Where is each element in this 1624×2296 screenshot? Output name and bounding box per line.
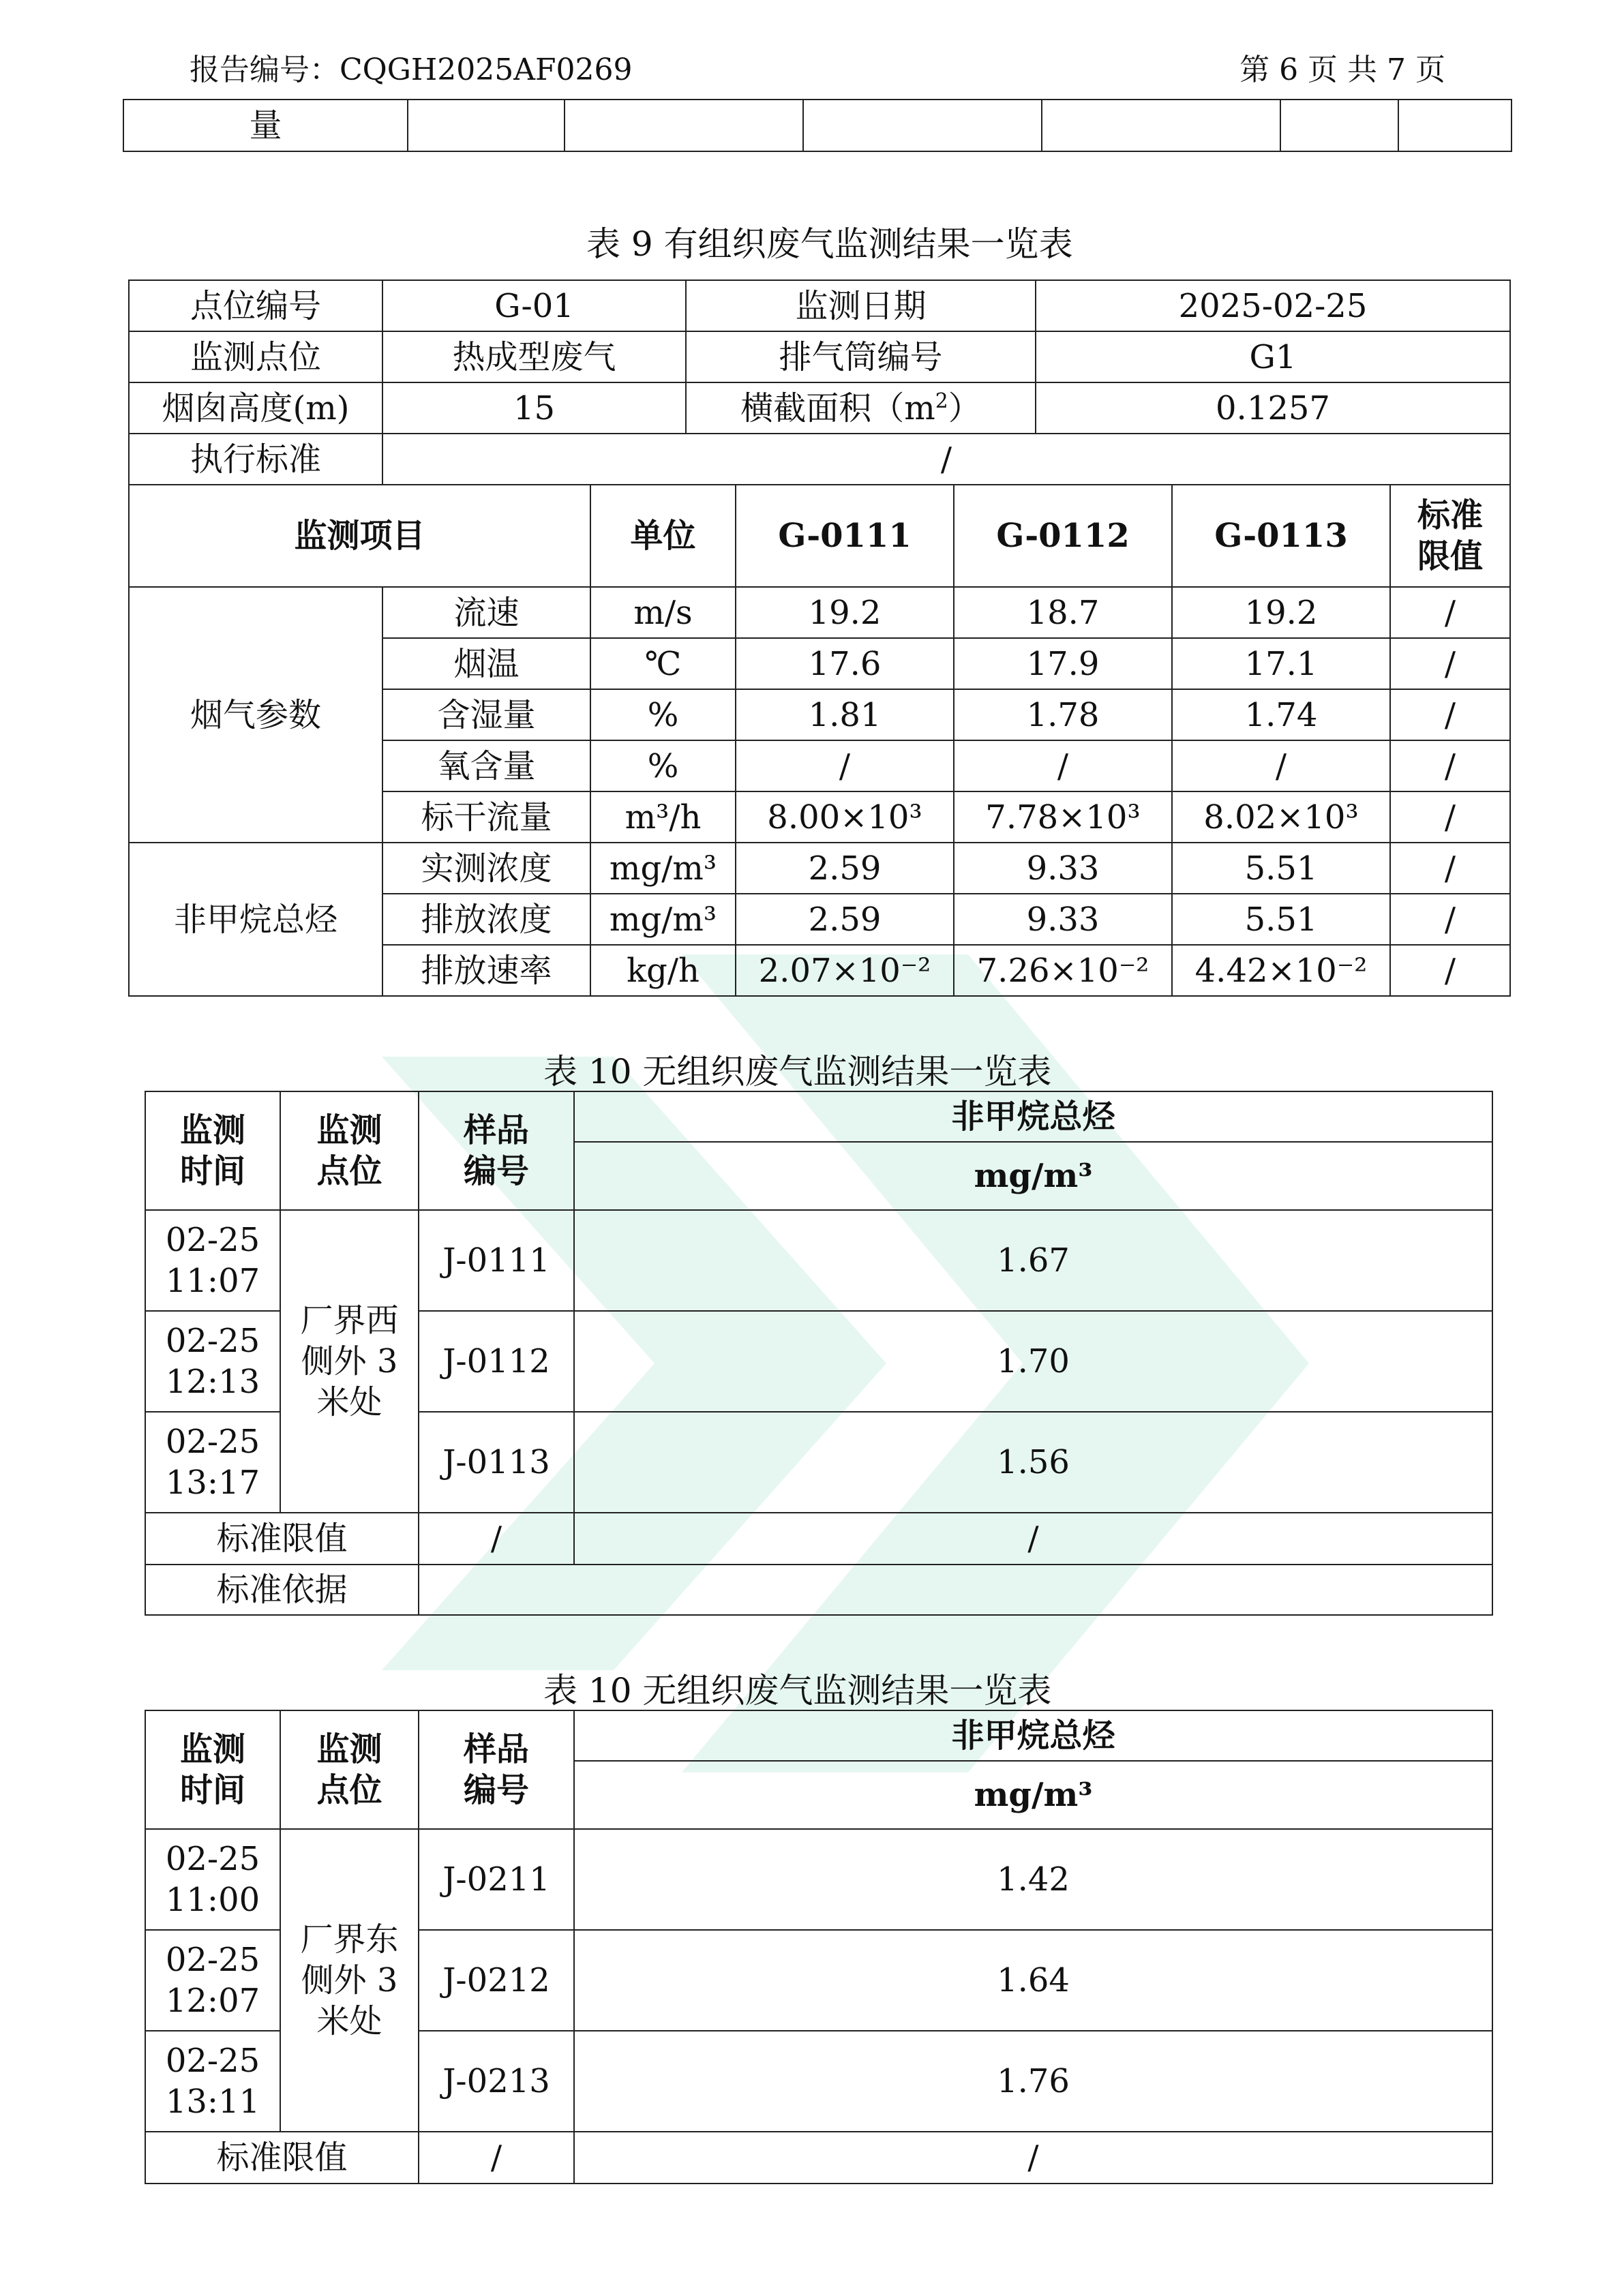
location-l2: 侧外 3 — [301, 1961, 398, 1999]
fragment-label: 量 — [123, 100, 408, 151]
sample-time — [145, 1930, 280, 2031]
col-standard-limit — [1390, 485, 1510, 587]
h-time-l2: 时间 — [179, 1771, 245, 1809]
item-name: 含湿量 — [382, 689, 590, 740]
item-name: 排放速率 — [382, 945, 590, 996]
point-no-label: 点位编号 — [129, 280, 382, 331]
height-label: 烟囱高度(m) — [129, 382, 382, 434]
sample-value: 1.76 — [574, 2031, 1492, 2132]
sample-time — [145, 1311, 280, 1412]
sample-no: J-0111 — [419, 1210, 574, 1311]
value-3: / — [1172, 740, 1390, 791]
h-pollutant: 非甲烷总烃 — [574, 1710, 1492, 1761]
value-1: 8.00×10³ — [736, 791, 954, 843]
sample-location — [280, 1829, 419, 2132]
item-name: 排放浓度 — [382, 894, 590, 945]
sample-clock: 11:00 — [165, 1881, 260, 1919]
limit-sample: / — [419, 1513, 574, 1565]
standard-label: 执行标准 — [129, 434, 382, 485]
limit-value: / — [1390, 689, 1510, 740]
col-sample-2: G-0112 — [954, 485, 1172, 587]
item-name: 氧含量 — [382, 740, 590, 791]
h-unit: mg/m³ — [574, 1142, 1492, 1210]
sample-date: 02-25 — [165, 1423, 260, 1461]
sample-clock: 13:11 — [165, 2083, 260, 2121]
sample-date: 02-25 — [165, 1941, 260, 1979]
limit-label: 标准限值 — [145, 1513, 419, 1565]
sample-date: 02-25 — [165, 1840, 260, 1878]
h-unit: mg/m³ — [574, 1761, 1492, 1829]
area-label — [686, 382, 1036, 434]
location-l3: 米处 — [316, 1383, 382, 1421]
value-3: 5.51 — [1172, 894, 1390, 945]
col-limit-line2: 限值 — [1417, 537, 1484, 575]
fragment-cell — [1398, 100, 1512, 151]
item-unit: kg/h — [590, 945, 736, 996]
limit-value: / — [574, 1513, 1492, 1565]
value-1: 2.07×10⁻² — [736, 945, 954, 996]
table9-caption: 表 9 有组织废气监测结果一览表 — [586, 224, 1073, 264]
h-sample — [419, 1091, 574, 1210]
col-monitoring-item: 监测项目 — [129, 485, 590, 587]
table-row — [145, 1829, 1492, 1930]
stack-height: 15 — [382, 382, 686, 434]
sample-no: J-0213 — [419, 2031, 574, 2132]
value-1: 2.59 — [736, 894, 954, 945]
sample-value: 1.67 — [574, 1210, 1492, 1311]
value-3: 5.51 — [1172, 843, 1390, 894]
h-sample-l1: 样品 — [463, 1111, 529, 1149]
page-info: 第 6 页 共 7 页 — [1239, 52, 1445, 87]
sample-time — [145, 1829, 280, 1930]
col-sample-1: G-0111 — [736, 485, 954, 587]
col-sample-3: G-0113 — [1172, 485, 1390, 587]
location-l1: 厂界西 — [300, 1301, 399, 1340]
col-unit: 单位 — [590, 485, 736, 587]
h-sample-l2: 编号 — [463, 1771, 529, 1809]
previous-table-fragment — [123, 99, 1512, 152]
value-3: 1.74 — [1172, 689, 1390, 740]
item-name: 流速 — [382, 587, 590, 638]
h-loc-l1: 监测 — [316, 1111, 382, 1149]
value-1: 2.59 — [736, 843, 954, 894]
value-2: 9.33 — [954, 894, 1172, 945]
h-loc-l1: 监测 — [316, 1730, 382, 1768]
value-3: 17.1 — [1172, 638, 1390, 689]
stack-no-label: 排气筒编号 — [686, 331, 1036, 382]
sample-clock: 11:07 — [165, 1262, 260, 1300]
item-name: 标干流量 — [382, 791, 590, 843]
limit-value: / — [574, 2132, 1492, 2184]
h-time-l1: 监测 — [179, 1111, 245, 1149]
area-label-pre: 横截面积（m — [740, 389, 935, 427]
basis-value — [419, 1565, 1492, 1615]
table-row — [145, 1210, 1492, 1311]
sample-location — [280, 1210, 419, 1513]
table9-results — [128, 484, 1511, 997]
sample-no: J-0112 — [419, 1311, 574, 1412]
item-name: 实测浓度 — [382, 843, 590, 894]
h-pollutant: 非甲烷总烃 — [574, 1091, 1492, 1142]
fragment-cell — [1042, 100, 1280, 151]
sample-time — [145, 1210, 280, 1311]
value-3: 8.02×10³ — [1172, 791, 1390, 843]
location-l1: 厂界东 — [300, 1920, 399, 1959]
group-name: 非甲烷总烃 — [129, 843, 382, 996]
h-time — [145, 1091, 280, 1210]
h-sample — [419, 1710, 574, 1829]
limit-value: / — [1390, 894, 1510, 945]
standard-value: / — [382, 434, 1510, 485]
value-2: / — [954, 740, 1172, 791]
h-loc-l2: 点位 — [316, 1771, 382, 1809]
limit-value: / — [1390, 945, 1510, 996]
limit-value: / — [1390, 843, 1510, 894]
sample-value: 1.64 — [574, 1930, 1492, 2031]
limit-sample: / — [419, 2132, 574, 2184]
value-1: 1.81 — [736, 689, 954, 740]
fragment-cell — [803, 100, 1042, 151]
h-location — [280, 1710, 419, 1829]
report-number: 报告编号：CQGH2025AF0269 — [190, 52, 633, 87]
value-2: 1.78 — [954, 689, 1172, 740]
item-unit: mg/m³ — [590, 843, 736, 894]
table9-info — [128, 280, 1511, 485]
sample-value: 1.56 — [574, 1412, 1492, 1513]
sample-date: 02-25 — [165, 1221, 260, 1259]
h-time-l2: 时间 — [179, 1152, 245, 1190]
sample-clock: 12:07 — [165, 1982, 260, 2020]
item-unit: % — [590, 689, 736, 740]
h-sample-l2: 编号 — [463, 1152, 529, 1190]
table-row — [129, 587, 1510, 638]
item-unit: % — [590, 740, 736, 791]
fragment-cell — [408, 100, 565, 151]
sample-time — [145, 1412, 280, 1513]
item-unit: ℃ — [590, 638, 736, 689]
location-l3: 米处 — [316, 2002, 382, 2040]
sample-no: J-0113 — [419, 1412, 574, 1513]
limit-value: / — [1390, 587, 1510, 638]
h-sample-l1: 样品 — [463, 1730, 529, 1768]
fragment-cell — [565, 100, 803, 151]
table10a — [145, 1091, 1493, 1616]
location-label: 监测点位 — [129, 331, 382, 382]
sample-value: 1.42 — [574, 1829, 1492, 1930]
limit-value: / — [1390, 638, 1510, 689]
table10b-caption: 表 10 无组织废气监测结果一览表 — [543, 1671, 1052, 1710]
limit-label: 标准限值 — [145, 2132, 419, 2184]
monitoring-location: 热成型废气 — [382, 331, 686, 382]
h-time-l1: 监测 — [179, 1730, 245, 1768]
value-1: / — [736, 740, 954, 791]
item-name: 烟温 — [382, 638, 590, 689]
fragment-cell — [1280, 100, 1398, 151]
cross-section-area: 0.1257 — [1036, 382, 1510, 434]
sample-clock: 12:13 — [165, 1363, 260, 1401]
value-2: 7.78×10³ — [954, 791, 1172, 843]
sample-date: 02-25 — [165, 1322, 260, 1360]
value-1: 17.6 — [736, 638, 954, 689]
value-2: 9.33 — [954, 843, 1172, 894]
sample-no: J-0211 — [419, 1829, 574, 1930]
limit-value: / — [1390, 740, 1510, 791]
point-no: G-01 — [382, 280, 686, 331]
sample-no: J-0212 — [419, 1930, 574, 2031]
h-location — [280, 1091, 419, 1210]
h-time — [145, 1710, 280, 1829]
value-1: 19.2 — [736, 587, 954, 638]
table-row — [129, 843, 1510, 894]
item-unit: m³/h — [590, 791, 736, 843]
h-loc-l2: 点位 — [316, 1152, 382, 1190]
area-label-post: ） — [948, 389, 981, 427]
group-name: 烟气参数 — [129, 587, 382, 843]
sample-clock: 13:17 — [165, 1464, 260, 1502]
sample-date: 02-25 — [165, 2042, 260, 2080]
location-l2: 侧外 3 — [301, 1342, 398, 1380]
table10a-caption: 表 10 无组织废气监测结果一览表 — [543, 1052, 1052, 1091]
item-unit: m/s — [590, 587, 736, 638]
basis-label: 标准依据 — [145, 1565, 419, 1615]
monitoring-date: 2025-02-25 — [1036, 280, 1510, 331]
sample-time — [145, 2031, 280, 2132]
limit-value: / — [1390, 791, 1510, 843]
value-3: 4.42×10⁻² — [1172, 945, 1390, 996]
value-3: 19.2 — [1172, 587, 1390, 638]
table10b — [145, 1710, 1493, 2184]
area-label-sup: 2 — [935, 389, 948, 413]
value-2: 18.7 — [954, 587, 1172, 638]
value-2: 7.26×10⁻² — [954, 945, 1172, 996]
sample-value: 1.70 — [574, 1311, 1492, 1412]
value-2: 17.9 — [954, 638, 1172, 689]
item-unit: mg/m³ — [590, 894, 736, 945]
date-label: 监测日期 — [686, 280, 1036, 331]
stack-no: G1 — [1036, 331, 1510, 382]
col-limit-line1: 标准 — [1417, 496, 1484, 534]
